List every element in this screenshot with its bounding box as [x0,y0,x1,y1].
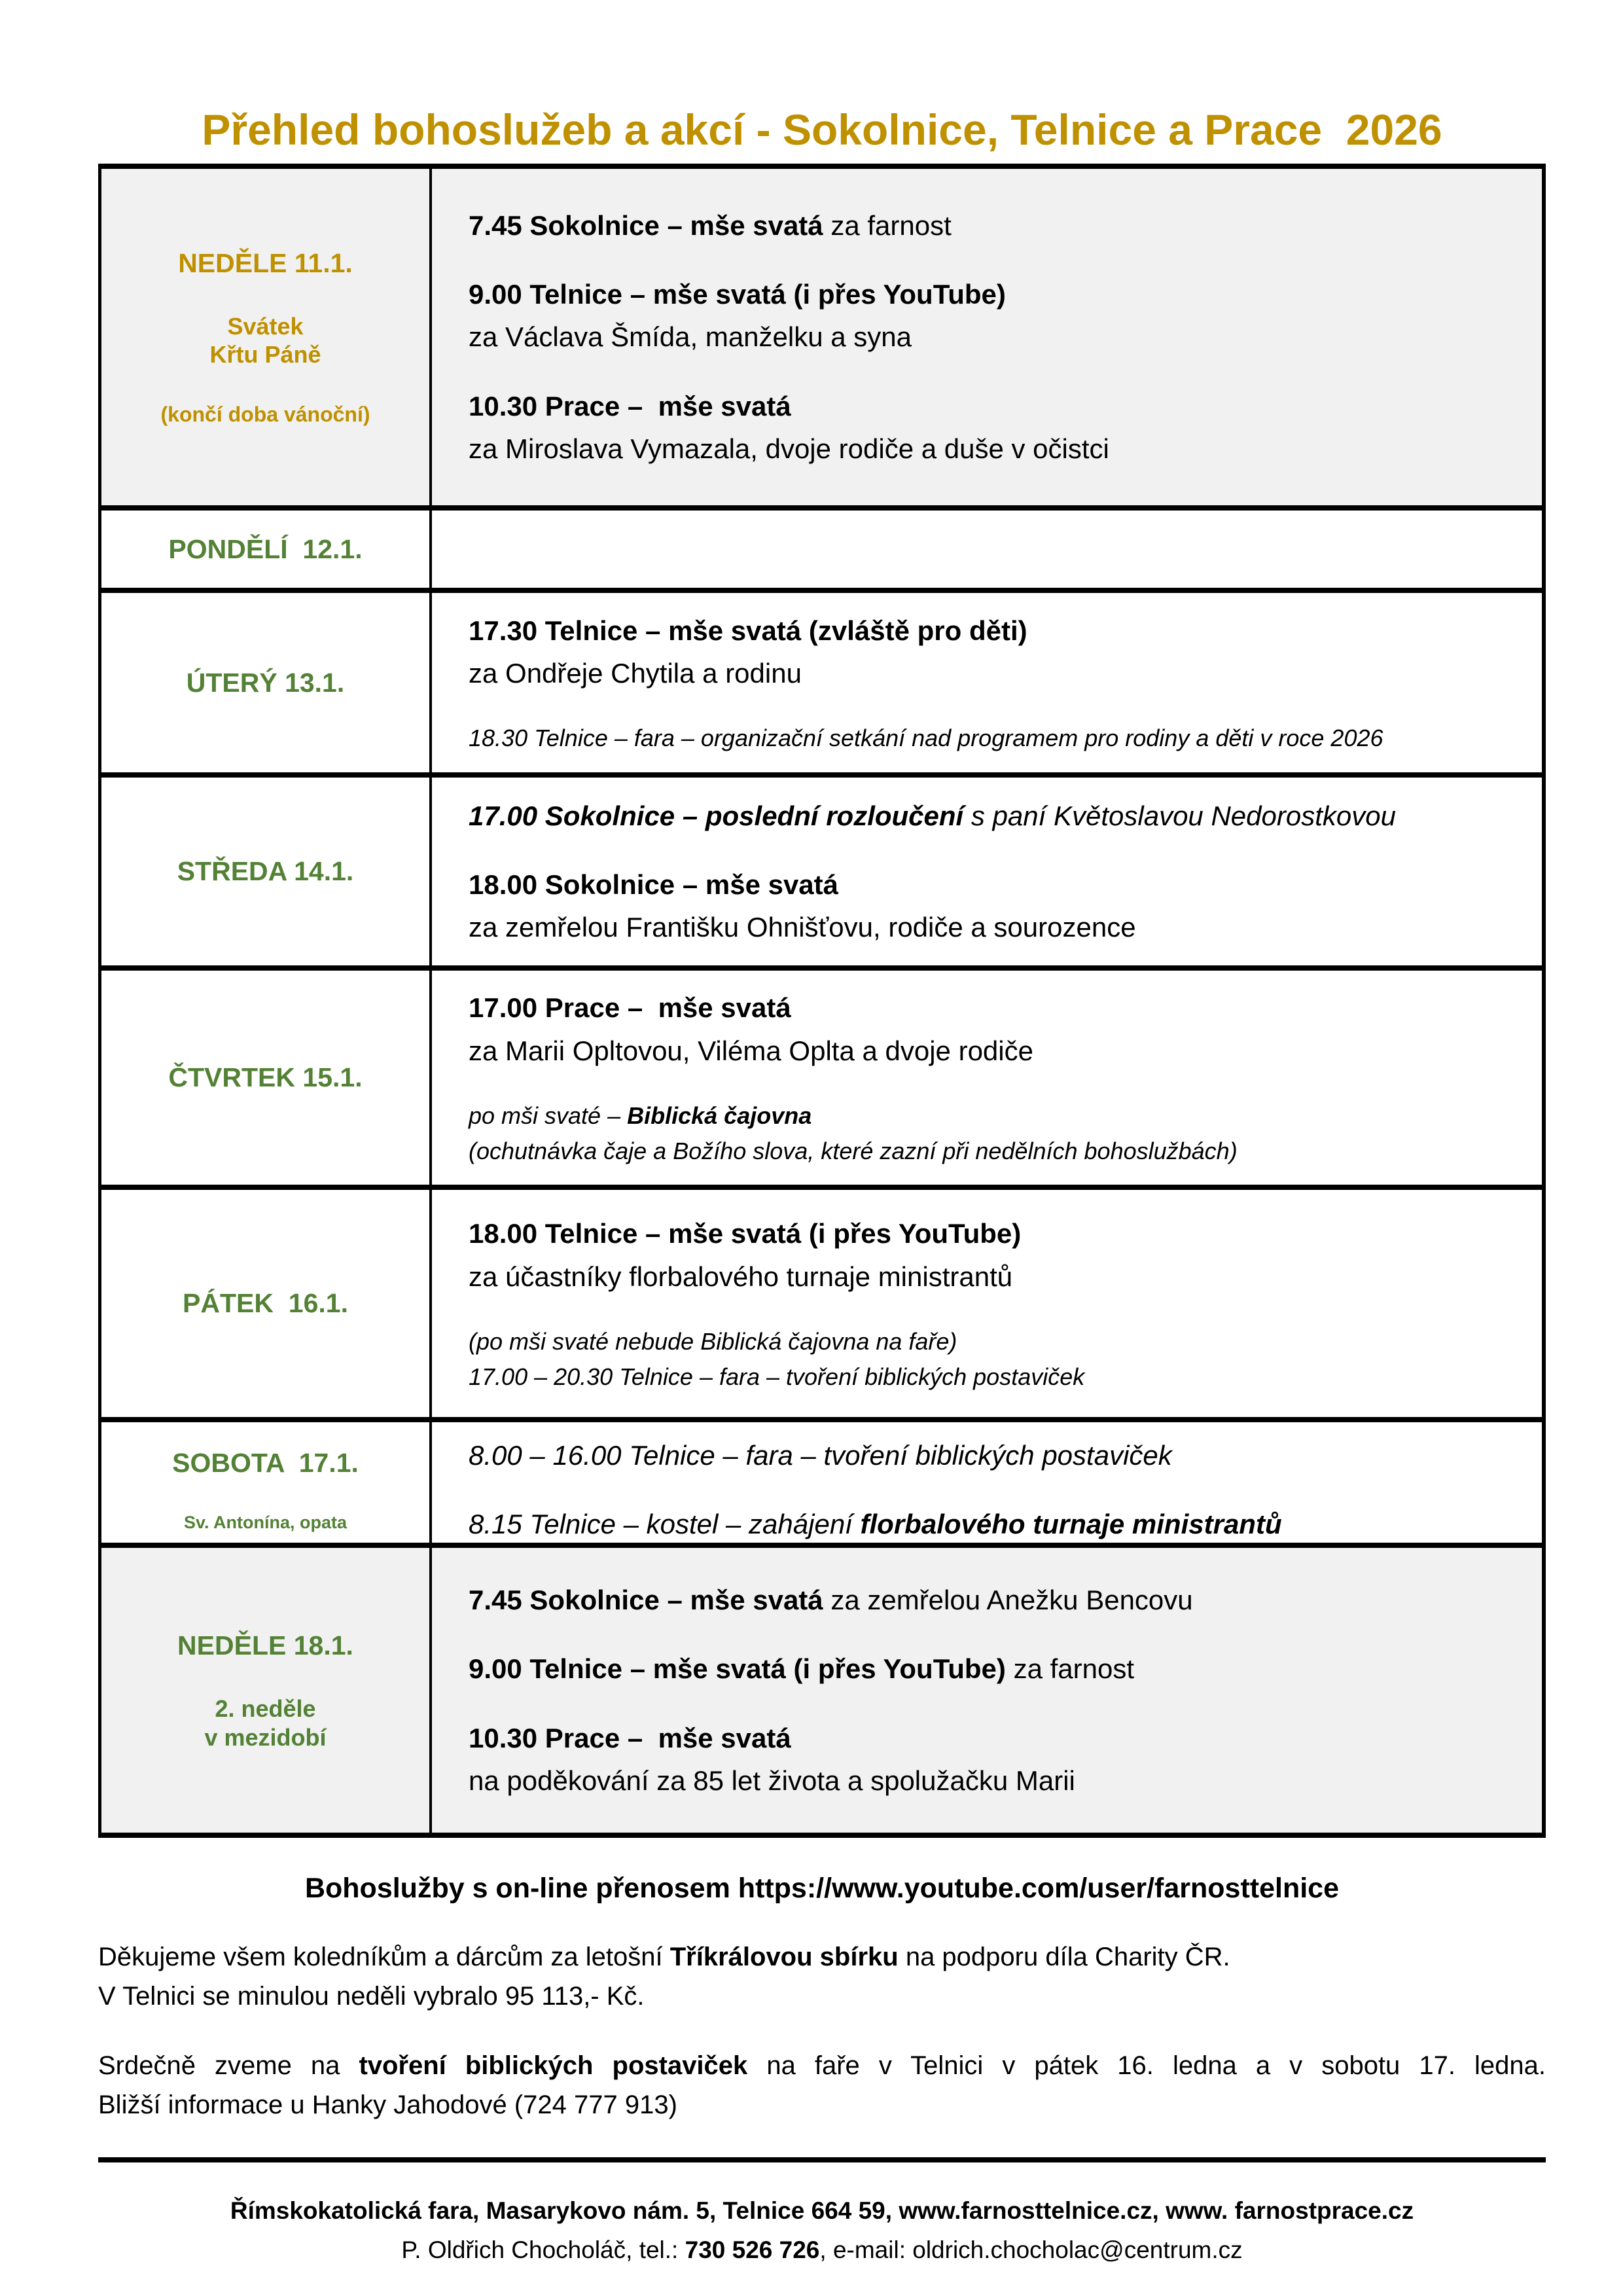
events-cell-streda-14-1 [432,778,1542,965]
event-block [469,1579,1525,1621]
event-line [469,795,1525,837]
event-line [469,273,1525,315]
events-cell-patek-16-1 [432,1190,1542,1417]
text-segment: 7.45 Sokolnice – mše svatá [469,1585,831,1616]
text-segment: 17.00 – 20.30 Telnice – fara – tvoření biblických postaviček [469,1363,1085,1390]
day-cell-patek-16-1 [101,1190,432,1417]
event-block [469,609,1525,694]
day-cell-nedele-11-1 [101,169,432,505]
text-segment: na faře v Telnici v pátek 16. ledna a v sobotu 17. ledna. [747,2051,1546,2080]
text-segment: florbalového turnaje ministrantů [860,1509,1282,1540]
event-line [469,1098,1525,1134]
events-cell-ctvrtek-15-1 [432,971,1542,1185]
text-segment: za Marii Opltovou, Viléma Oplta a dvoje rodiče [469,1035,1033,1066]
text-segment: s paní Květoslavou Nedorostkovou [963,800,1396,831]
text-segment: Římskokatolická fara, Masarykovo nám. 5, Telnice 664 59, www.farnosttelnice.cz, www. farnostprace.cz [230,2197,1414,2224]
event-line [469,906,1525,948]
text-segment: za zemřelou Františku Ohnišťovu, rodiče a sourozence [469,912,1136,943]
event-line [469,1759,1525,1802]
text-segment: Tříkrálovou sbírku [669,1942,899,1971]
events-cell-utery-13-1 [432,593,1542,772]
text-segment: na podporu díla Charity ČR. [898,1942,1230,1971]
event-line [469,652,1525,694]
events-cell-sobota-17-1 [432,1422,1542,1557]
text-segment: tvoření biblických postaviček [359,2051,748,2080]
day-label: PONDĚLÍ 12.1. [168,533,363,564]
event-line [469,1212,1525,1255]
text-segment: Biblická čajovna [627,1102,812,1129]
text-segment: , e-mail: oldrich.chocholac@centrum.cz [819,2236,1243,2263]
event-block [469,795,1525,837]
text-segment: 18.00 Telnice – mše svatá (i přes YouTube) [469,1218,1022,1249]
text-segment: Děkujeme všem koledníkům a dárcům za letošní [98,1942,670,1971]
event-line [469,315,1525,358]
day-label: NEDĚLE 11.1. [178,247,353,278]
event-line [469,1255,1525,1298]
thanks-line-2 [98,1977,1546,2016]
events-cell-nedele-18-1 [432,1548,1542,1833]
schedule-row-nedele-11-1 [101,164,1542,505]
events-cell-nedele-11-1 [432,169,1542,505]
event-block [469,385,1525,470]
text-segment: za farnost [1013,1653,1134,1685]
divider-line [98,2157,1546,2162]
thanks-paragraph [98,1937,1546,2016]
event-line [469,1030,1525,1072]
day-label: PÁTEK 16.1. [183,1288,348,1319]
text-segment: 9.00 Telnice – mše svatá (i přes YouTube) [469,1653,1014,1685]
parish-address-line [98,2191,1546,2231]
event-line [469,385,1525,427]
text-segment: (ochutnávka čaje a Božího slova, které zazní při nedělních bohoslužbách) [469,1137,1238,1164]
text-segment: V Telnici se minulou neděli vybralo 95 113,- Kč. [98,1981,645,2011]
text-segment: za farnost [830,210,952,242]
schedule-row-utery-13-1 [101,588,1542,772]
event-block [469,1717,1525,1802]
text-segment: za Ondřeje Chytila a rodinu [469,658,802,689]
schedule-row-streda-14-1 [101,772,1542,965]
event-block [469,1647,1525,1690]
event-line [469,204,1525,247]
event-line [469,863,1525,906]
text-segment: 17.00 Sokolnice – poslední rozloučení [469,800,964,831]
text-segment: 18.00 Sokolnice – mše svatá [469,869,839,900]
event-line [469,1434,1525,1477]
text-segment: Srdečně zveme na [98,2051,359,2080]
text-segment: 9.00 Telnice – mše svatá (i přes YouTube) [469,279,1006,310]
event-line [469,986,1525,1029]
event-block [469,1503,1525,1545]
contact-block [98,2191,1546,2270]
text-segment: 730 526 726 [685,2236,820,2263]
text-segment: 17.30 Telnice – mše svatá (zvláště pro děti) [469,615,1027,646]
day-label: ÚTERÝ 13.1. [186,667,345,698]
schedule-row-sobota-17-1 [101,1417,1542,1543]
day-label: NEDĚLE 18.1. [177,1630,353,1660]
text-segment: na poděkování za 85 let života a spolužačku Marii [469,1765,1075,1796]
event-line [469,1717,1525,1759]
event-line [469,1503,1525,1545]
event-line [469,1324,1525,1359]
event-block [469,204,1525,247]
event-line [469,1579,1525,1621]
day-cell-utery-13-1 [101,593,432,772]
text-segment: za zemřelou Anežku Bencovu [830,1585,1193,1616]
event-block [469,1324,1525,1395]
priest-contact-line [98,2231,1546,2270]
event-block [469,1212,1525,1297]
day-cell-ctvrtek-15-1 [101,971,432,1185]
event-line [469,1359,1525,1395]
text-segment: po mši svaté – [469,1102,628,1129]
text-segment: Bližší informace u Hanky Jahodové (724 777 913) [98,2090,677,2119]
text-segment: 10.30 Prace – mše svatá [469,390,791,422]
event-block [469,273,1525,358]
day-label: Sv. Antonína, opata [183,1512,347,1532]
text-segment: 18.30 Telnice – fara – organizační setkání nad programem pro rodiny a děti v roce 2026 [469,725,1383,752]
event-line [469,721,1525,756]
text-segment: P. Oldřich Chocholáč, tel.: [401,2236,685,2263]
day-label: (končí doba vánoční) [160,403,370,427]
day-label: Křtu Páně [209,341,321,368]
schedule-row-ctvrtek-15-1 [101,965,1542,1185]
event-block [469,721,1525,756]
schedule-row-patek-16-1 [101,1185,1542,1417]
day-label: 2. neděle [215,1695,316,1722]
text-segment: 17.00 Prace – mše svatá [469,992,791,1024]
text-segment: (po mši svaté nebude Biblická čajovna na faře) [469,1327,957,1355]
invite-paragraph [98,2046,1546,2125]
footer [98,1838,1546,2270]
event-line [469,427,1525,470]
schedule-table [98,164,1546,1838]
text-segment: za Miroslava Vymazala, dvoje rodiče a duše v očistci [469,433,1109,464]
day-label: SOBOTA 17.1. [172,1447,359,1478]
event-block [469,986,1525,1071]
event-line [469,609,1525,652]
text-segment: za účastníky florbalového turnaje ministrantů [469,1261,1013,1292]
schedule-row-nedele-18-1 [101,1543,1542,1838]
invite-line-2 [98,2085,1546,2125]
day-cell-pondeli-12-1 [101,511,432,588]
day-cell-nedele-18-1 [101,1548,432,1833]
text-segment: 10.30 Prace – mše svatá [469,1722,791,1753]
online-broadcast-line: Bohoslužby s on-line přenosem https://www.youtube.com/user/farnosttelnice [304,1873,1340,1904]
day-cell-sobota-17-1 [101,1422,432,1557]
day-label: v mezidobí [204,1723,327,1751]
invite-line-1 [98,2046,1546,2085]
text-segment: 8.00 – 16.00 Telnice – fara – tvoření biblických postaviček [469,1440,1172,1471]
day-label: Svátek [227,312,304,340]
day-label: ČTVRTEK 15.1. [168,1062,363,1093]
page-title: Přehled bohoslužeb a akcí - Sokolnice, Telnice a Prace 2026 [202,105,1442,154]
event-line [469,1647,1525,1690]
event-block [469,1098,1525,1169]
text-segment: 8.15 Telnice – kostel – zahájení [469,1509,861,1540]
event-block [469,1434,1525,1477]
text-segment: 7.45 Sokolnice – mše svatá [469,210,831,242]
text-segment: za Václava Šmída, manželku a syna [469,321,912,353]
schedule-row-pondeli-12-1 [101,505,1542,588]
thanks-line-1 [98,1937,1546,1977]
event-line [469,1134,1525,1169]
day-label: STŘEDA 14.1. [177,856,354,887]
event-block [469,863,1525,948]
events-cell-pondeli-12-1 [432,511,1542,588]
day-cell-streda-14-1 [101,778,432,965]
